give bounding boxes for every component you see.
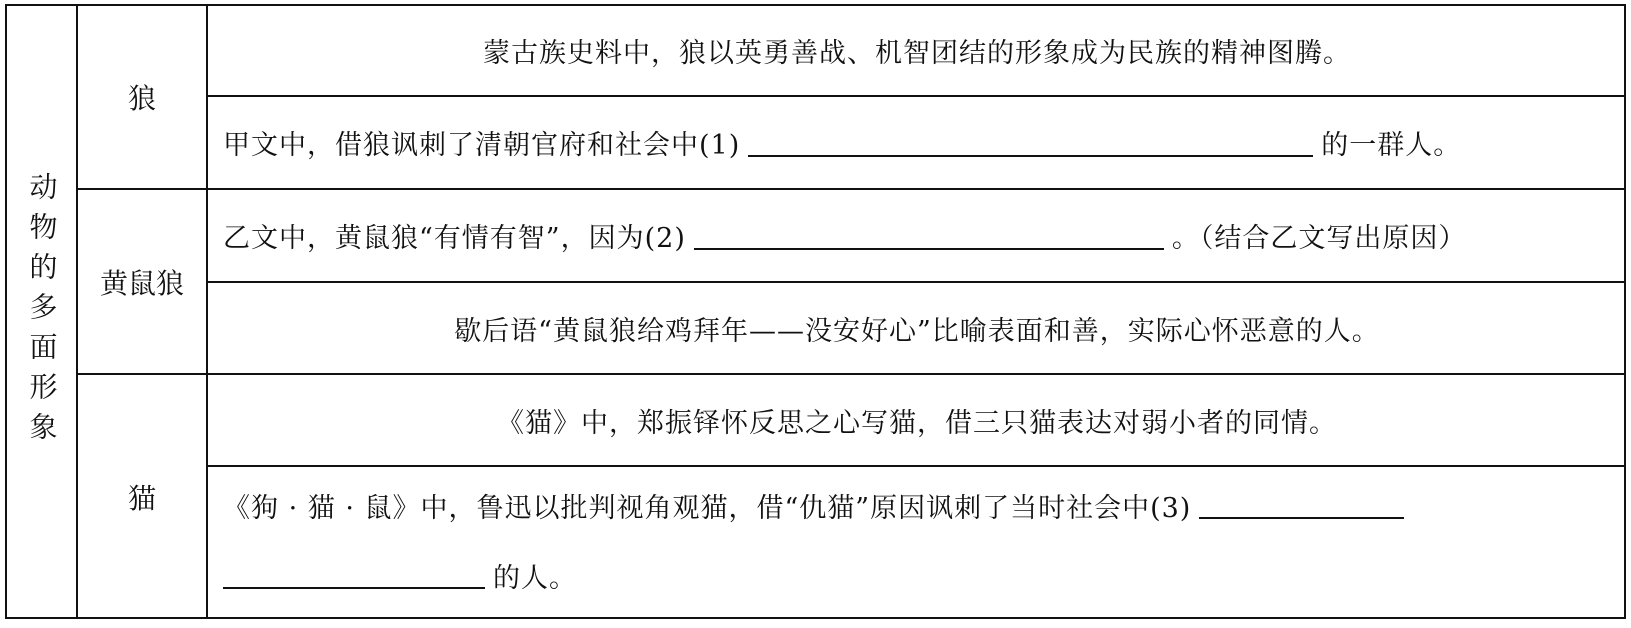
cat-row-2-line-1: [208, 470, 1626, 540]
cat-row-2-line-1-text: 《狗 · 猫 · 鼠》中，鲁迅以批判视角观猫，借“仇猫”原因讽刺了当时社会中(3): [223, 492, 1192, 524]
answer-blank-1[interactable]: [748, 129, 1313, 157]
weasel-row-1: [208, 190, 1626, 281]
answer-blank-2[interactable]: [694, 222, 1164, 250]
divider-cat-rows: [208, 465, 1626, 467]
category-weasel: [78, 190, 206, 373]
category-cat-label: 猫: [127, 482, 156, 515]
wolf-row-1-text: 蒙古族史料中，狼以英勇善战、机智团结的形象成为民族的精神图腾。: [483, 38, 1351, 69]
cat-row-1-text: 《猫》中，郑振铎怀反思之心写猫，借三只猫表达对弱小者的同情。: [497, 407, 1337, 439]
weasel-row-1-suffix: 。（结合乙文写出原因）: [1171, 223, 1467, 254]
cat-row-2-line-2: [208, 540, 1626, 610]
category-wolf-label: 狼: [127, 82, 156, 115]
answer-blank-3b[interactable]: [223, 561, 485, 589]
weasel-row-2-text: 歇后语“黄鼠狼给鸡拜年——没安好心”比喻表面和善，实际心怀恶意的人。: [454, 315, 1380, 347]
weasel-row-1-prefix: 乙文中，黄鼠狼“有情有智”，因为(2): [223, 223, 686, 254]
cat-row-1: [208, 375, 1626, 465]
wolf-row-1: [208, 6, 1626, 95]
category-cat: [78, 375, 206, 619]
answer-blank-3a[interactable]: [1199, 491, 1404, 519]
weasel-row-2: [208, 283, 1626, 373]
vertical-title: 动物的多面形象: [25, 171, 59, 452]
category-wolf: [78, 6, 206, 188]
wolf-row-2-suffix: 的一群人。: [1321, 130, 1462, 161]
category-weasel-label: 黄鼠狼: [99, 266, 184, 300]
wolf-row-2: [208, 97, 1626, 188]
wolf-row-2-prefix: 甲文中，借狼讽刺了清朝官府和社会中(1): [223, 130, 741, 161]
cat-row-2-line-2-suffix: 的人。: [493, 562, 577, 594]
vertical-title-cell: [7, 6, 76, 617]
